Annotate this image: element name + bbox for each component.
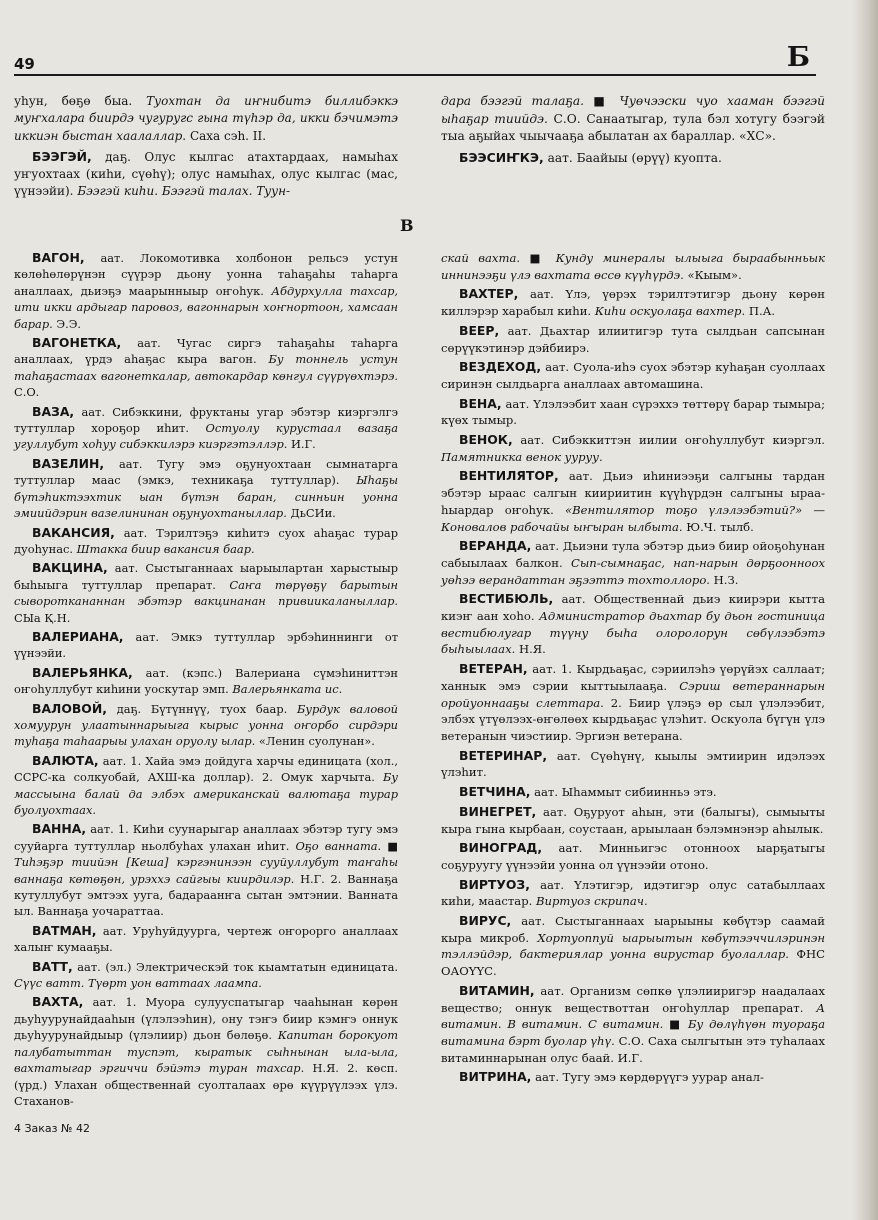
entry-definition: аат. Локомотивка холбонон рельсэ устун көлөһөлөрүнэн сүүрэр дьону уонна таһаҕаһы таһарга аналлаах, дьиэҕэ маарынныыр оҥоһук. — [14, 251, 398, 298]
entry-example: «Вентилятор тоҕо үлэлээбэтий?» — Коновалов рабочайы ыҥыран ылбыта. — [441, 502, 825, 534]
entry-definition: аат. 1. Муора сулууспатыгар чааһынан көрөн дьуһуурунайдааһын (үлэлээһин), ону тэҥэ биир кэмҥэ оннук дьуһуурунайдыыр (үлэлиир) дьон бөлөҕө. — [14, 995, 398, 1043]
dictionary-entry — [14, 994, 398, 1109]
entry-headword: ВАТТ, — [32, 958, 73, 974]
entry-definition: аат. Суола-иһэ суох эбэтэр куһаҕан суоллаах сиринэн сылдьарга аналлаах автомашина. — [441, 360, 826, 391]
entry-headword: ВАГОН, — [32, 250, 85, 265]
entry-source: «Ленин суолунан». — [258, 734, 375, 749]
dictionary-entry — [441, 323, 825, 356]
entry-headword: ВЕЗДЕХОД, — [459, 359, 542, 375]
entry-definition: даҕ. Олус кылгас атахтардаах, намыһах уҥуохтаах (киһи, сүөһү); олус намыһах, олус кылгас (мас, үүнээйи). — [14, 149, 398, 199]
entry-headword: ВИТРИНА, — [459, 1069, 532, 1085]
dictionary-entry — [14, 629, 398, 662]
entry-definition: аат. Общественнай дьиэ киирэри кытта киэҥ аан хоһо. — [441, 592, 826, 624]
dictionary-entry — [441, 538, 825, 588]
section-letter: Б — [786, 42, 810, 73]
column-right — [441, 250, 825, 1089]
entry-source: Ю.Ч. тылб. — [686, 519, 754, 534]
dictionary-entry — [14, 404, 398, 453]
entry-headword: ВЕНТИЛЯТОР, — [459, 468, 559, 484]
dictionary-entry — [441, 396, 825, 429]
entry-example: Оҕо ванната. ■ Тиһэҕэр тиийэн [Кеша] кэргэнинээн сууйуллубут таҥаһы ваннаҕа көтөҕөн, урэххэ сайгыы киирдилэр. — [14, 838, 399, 886]
entry-source: Э.Э. — [56, 316, 82, 331]
entry-definition: аат. Оҕуруот аһын, эти (балыгы), сымыыты кыра гына кырбаан, соустаан, арыылаан бэлэмнэнэр аһылык. — [441, 804, 826, 836]
entry-definition: аат. Баайыы (өрүү) куопта. — [547, 150, 722, 165]
header-rule — [14, 74, 816, 76]
entry-example: Администратор дьахтар бу дьон гостиница вестибюлугар түүну быһа олоролорун сөбүлээбэтэ быһыылаах. — [441, 609, 826, 657]
entry-definition: аат. Үлэ, үөрэх тэрилтэтигэр дьону көрөн киллэрэр харабыл киһи. — [441, 287, 825, 319]
entry-source: Саха сэһ. II. — [189, 128, 267, 143]
entry-source: С.О. Саха сылгытын этэ туһалаах витаминнарынан олус баай. И.Г. — [441, 1033, 825, 1065]
entry-example: Туохтан да иҥнибитэ биллибэккэ муҥхалара биирдэ чугуругс гына түһэр да, икки бэчимэтэ иккиэн быстан хаалаллар. — [14, 94, 398, 143]
entry-headword: ВАЛОВОЙ, — [32, 700, 107, 716]
entry-headword: ВЕЕР, — [459, 322, 500, 338]
entry-definition: аат. 1. Кырдьаҕас, сэриилэһэ үөрүйэх саллаат; ханнык эмэ сэрии кыттыылааҕа. — [441, 662, 825, 693]
entry-headword: ВИТАМИН, — [459, 982, 535, 998]
entry-source: Н.Я. 2. көсп. (үрд.) Улахан общественнай суолталаах өрө күүрүүлээх үлэ. Стаханов- — [14, 1061, 398, 1108]
entry-headword: ВЕТЕРИНАР, — [459, 747, 548, 763]
entry-example: Хортуоппуй ыарыытын көбүтээччилэринэн тэллэйдэр, бактериялар уонна вирустар буолаллар. — [441, 930, 825, 962]
entry-example: Виртуоз скрипач. — [536, 894, 648, 909]
entry-example: Бээгэй киһи. Бээгэй талах. Туун- — [77, 184, 291, 199]
entry-headword: ВАКЦИНА, — [32, 560, 108, 576]
entry-headword: ВАХТА, — [32, 994, 84, 1010]
entry-headword: ВЕТЧИНА, — [459, 784, 531, 800]
dictionary-entry — [14, 753, 398, 819]
entry-headword: ВИНОГРАД, — [459, 840, 543, 856]
dictionary-entry — [441, 661, 825, 745]
page-edge-shadow — [852, 0, 878, 1220]
dictionary-entry — [441, 149, 825, 168]
entry-headword: ВАЛЕРИАНА, — [32, 628, 124, 644]
section-title: В — [400, 216, 414, 235]
entry-source: С.О. Санаатыгар, тула бэл хотугу бээгэй тыа аҕыйах чыычааҕа абылатан ах бараллар. «ХС». — [441, 111, 826, 144]
entry-definition: аат. Сыстыганнаах ыарыыны көбүтэр саамай кыра микроб. — [441, 914, 825, 945]
entry-definition: аат. Эмкэ туттуллар эрбэһиннинги от үүнээйи. — [14, 629, 398, 661]
entry-example: Киһи оскуолаҕа вахтер. — [594, 304, 746, 319]
entry-example: Бу массыына балай да элбэх американскай валютаҕа турар буолуохтаах. — [14, 770, 398, 817]
entry-source: Н.Г. 2. Ваннаҕа кутуллубут эмтээх ууга, бадараанҥа сытан эмтэнии. Ванната ыл. Ваннаҕа уочараттаа. — [14, 871, 398, 919]
printer-signature: 4 Заказ № 42 — [14, 1122, 90, 1135]
entry-example: Бурдук валовой хомуурун улаатыннарыыга кырыс уонна оҥорбо сирдэри туһаҕа таһаарыы улахан оруолу ылар. — [14, 701, 399, 749]
entry-headword: ВЕНА, — [459, 395, 502, 411]
entry-definition: даҕ. Бүтүннүү, туох баар. — [116, 701, 288, 716]
column-left-top — [14, 93, 398, 204]
entry-source: И.Г. — [290, 437, 316, 452]
entry-definition: аат. Чугас сиргэ таһаҕаһы таһарга аналлаах, үрдэ аһаҕас кыра вагон. — [14, 336, 398, 367]
entry-source: ФНС ОАОҮҮС. — [441, 947, 825, 979]
entry-example: Остуолу курустаал вазаҕа угуллубут хоһуу сибэккилэрэ киэргэтэллэр. — [14, 421, 398, 452]
dictionary-entry — [14, 456, 398, 522]
entry-headword: ВЕТЕРАН, — [459, 661, 528, 677]
entry-headword: ВИРУС, — [459, 913, 512, 929]
dictionary-entry — [441, 877, 825, 910]
entry-definition: аат. 1. Киһи суунарыгар аналлаах эбэтэр тугу эмэ сууйарга туттуллар ньолбуһах улахан иһит. — [14, 822, 398, 853]
entry-source: ДьСИи. — [290, 506, 336, 521]
entry-example: Штакка биир вакансия баар. — [76, 541, 255, 556]
entry-definition: аат. Дьиэни тула эбэтэр дьиэ биир ойоҕоһунан сабыылаах балкон. — [441, 539, 825, 570]
entry-example: Ыһаҕы бүтэһиктээхтик ыан бүтэн баран, синньин уонна эмиийдэрин вазелининан оҕунуохтаныллар. — [14, 473, 399, 521]
entry-definition: аат. Организм сөпкө үлэлииригэр наадалаах вещество; оннук веществоттан оҥоһуллар препарат. — [441, 983, 826, 1015]
entry-example: Капитан борокуот палубатыттан туспэт, кыратык сыһнынан ыла-ыла, вахтатыгар эргиччи бэйэтэ туран тахсар. — [14, 1028, 398, 1076]
column-right-top — [441, 93, 825, 170]
entry-source: П.А. — [748, 304, 776, 319]
page-number: 49 — [14, 55, 35, 73]
entry-example: Сып-сымнаҕас, нап-нарын дөрҕоонноох уөһээ верандаттан эҕээттэ тохтоллоро. — [441, 555, 826, 587]
entry-definition: аат. Тугу эмэ көрдөрүүгэ уурар анал- — [535, 1070, 764, 1085]
entry-source: СЫа Қ.Н. — [14, 610, 71, 625]
entry-definition: аат. Сибэккиттэн иилии оҥоһуллубут киэргэл. — [520, 433, 825, 448]
entry-headword: ВАЗА, — [32, 403, 75, 419]
dictionary-entry — [441, 93, 825, 146]
dictionary-entry — [441, 1069, 825, 1086]
entry-example: Памятникка венок ууруу. — [441, 449, 603, 464]
dictionary-entry — [14, 250, 398, 332]
entry-definition: аат. Тэрилтэҕэ киһитэ суох аһаҕас турар дуоһунас. — [14, 525, 399, 556]
entry-headword: ВАХТЕР, — [459, 286, 519, 302]
dictionary-entry — [441, 286, 825, 319]
entry-headword: ВИНЕГРЕТ, — [459, 803, 537, 819]
entry-definition: аат. Дьиэ иһиниээҕи салгыны тардан эбэтэр ыраас салгын киириитин күүһүрдэн салгыны ырааһыардар оҥоһук. — [441, 469, 826, 517]
dictionary-entry — [14, 821, 398, 919]
entry-definition: аат. Тугу эмэ оҕунуохтаан сымнатарга туттуллар маас (эмкэ, техникаҕа туттуллар). — [14, 456, 398, 488]
entry-definition: аат. Сүөһүнү, кыылы эмтиирин идэлээх үлэһит. — [441, 748, 826, 780]
entry-headword: ВИРТУОЗ, — [459, 876, 530, 892]
entry-headword: ВАЛЮТА, — [32, 752, 99, 768]
dictionary-entry — [441, 784, 825, 801]
dictionary-entry — [14, 923, 398, 956]
dictionary-entry — [14, 525, 398, 558]
dictionary-entry — [441, 804, 825, 837]
dictionary-entry — [14, 93, 398, 145]
entry-headword: ВАГОНЕТКА, — [32, 335, 122, 351]
dictionary-entry — [441, 250, 825, 283]
entry-headword: ВАЗЕЛИН, — [32, 455, 105, 471]
entry-headword: ВЕНОК, — [459, 432, 513, 448]
entry-example: Абдурхулла тахсар, ити икки ардыгар паровоз, вагоннарын хоҥнортоон, хамсаан барар. — [14, 283, 399, 331]
entry-example: Валерьянката ис. — [232, 682, 343, 697]
column-left — [14, 250, 398, 1112]
dictionary-entry — [14, 701, 398, 750]
entry-headword: ВАННА, — [32, 821, 87, 837]
dictionary-entry — [14, 959, 398, 992]
dictionary-entry — [14, 560, 398, 626]
entry-definition: аат. 1. Хайа эмэ дойдуга харчы единицата (хол., ССРС-ка солкуобай, АХШ-ка доллар). 2. Омук харчыта. — [14, 753, 398, 785]
entry-example: Сүүс ватт. Түөрт уон ваттаах лаампа. — [14, 976, 262, 991]
entry-headword: БЭЭСИҤКЭ, — [459, 149, 544, 165]
entry-source: С.О. — [14, 385, 40, 400]
entry-definition: уһун, бөҕө быа. — [14, 94, 133, 108]
entry-source: 2. Биир үлэҕэ өр сыл үлэлээбит, элбэх үтүөлээх-өҥөлөөх кырдьаҕас үлэһит. Оскуола бүгүн үлэ ветеранын чиэстиир. Эргиэн ветерана. — [441, 695, 825, 743]
entry-example: А витамин. В витамин. С витамин. ■ Бу дөлүһүөн туораҕа витамина бэрт буолар үһү. — [441, 1000, 825, 1048]
dictionary-entry — [441, 913, 825, 980]
entry-headword: ВАТМАН, — [32, 922, 97, 938]
entry-definition: аат. Үлэтигэр, идэтигэр олус сатабыллаах киһи, маастар. — [441, 877, 825, 909]
entry-example: скай вахта. ■ Кунду минералы ылыыга быраабынньык иннинээҕи үлэ вахтата өссө күүһүрдэ. — [441, 251, 825, 282]
dictionary-entry — [441, 983, 825, 1067]
entry-headword: ВАЛЕРЬЯНКА, — [32, 664, 133, 680]
dictionary-entry — [14, 148, 398, 201]
entry-example: дара бээгэй талаҕа. ■ Чуөчээски чуо хааман бээгэй ыһаҕар тиийдэ. — [441, 94, 825, 126]
dictionary-entry — [441, 840, 825, 873]
entry-example: Бу тоннель устун таһаҕастаах вагонеткалар, автокардар көнгул сүүрүөхтэрэ. — [14, 352, 398, 383]
entry-headword: ВАКАНСИЯ, — [32, 524, 115, 540]
entry-definition: аат. Уруһуйдуурга, чертеж оҥорорго аналлаах халыҥ кумааҕы. — [14, 923, 398, 955]
entry-definition: аат. (эл.) Электрическэй ток кыамтатын единицата. — [77, 959, 398, 974]
entry-source: Н.З. — [713, 572, 739, 587]
entry-definition: аат. Үлэлээбит хаан сүрэххэ төттөрү барар тымыра; күөх тымыр. — [441, 396, 825, 428]
dictionary-entry — [14, 665, 398, 698]
entry-source: Н.Я. — [519, 642, 546, 657]
dictionary-entry — [441, 432, 825, 465]
entry-definition: аат. Ыһаммыт сибиинньэ этэ. — [534, 785, 717, 800]
entry-definition: аат. Сыстыганнаах ыарыылартан харыстыыр быһыыга туттуллар препарат. — [14, 561, 398, 592]
dictionary-entry — [14, 335, 398, 401]
entry-example: Саҥа төрүөҕү барытын сывороткананнан эбэтэр вакцинанан привиикаланыллар. — [14, 577, 398, 609]
dictionary-entry — [441, 468, 825, 535]
entry-headword: БЭЭГЭЙ, — [32, 148, 92, 164]
entry-definition: аат. Дьахтар илиитигэр тута сылдьан сапсынан сөрүүкэтинэр дэйбиирэ. — [441, 323, 825, 355]
entry-example: Сэриш ветераннарын оройуоннааҕы слеттара. — [441, 678, 825, 710]
entry-headword: ВЕРАНДА, — [459, 538, 532, 554]
entry-definition: аат. (кэпс.) Валериана сүмэһиниттэн оҥоһуллубут киһини уоскутар эмп. — [14, 665, 398, 697]
dictionary-entry — [441, 591, 825, 658]
dictionary-entry — [441, 748, 825, 781]
entry-definition: аат. Сибэккини, фруктаны угар эбэтэр киэргэлгэ туттуллар хороҕор иһит. — [14, 404, 398, 436]
dictionary-entry — [441, 359, 825, 392]
entry-source: «Кыым». — [687, 267, 742, 282]
entry-headword: ВЕСТИБЮЛЬ, — [459, 591, 554, 607]
entry-definition: аат. Минньигэс отонноох ыарҕатыгы соҕуруугу үүнээйи уонна ол үүнээйи отоно. — [441, 841, 825, 872]
